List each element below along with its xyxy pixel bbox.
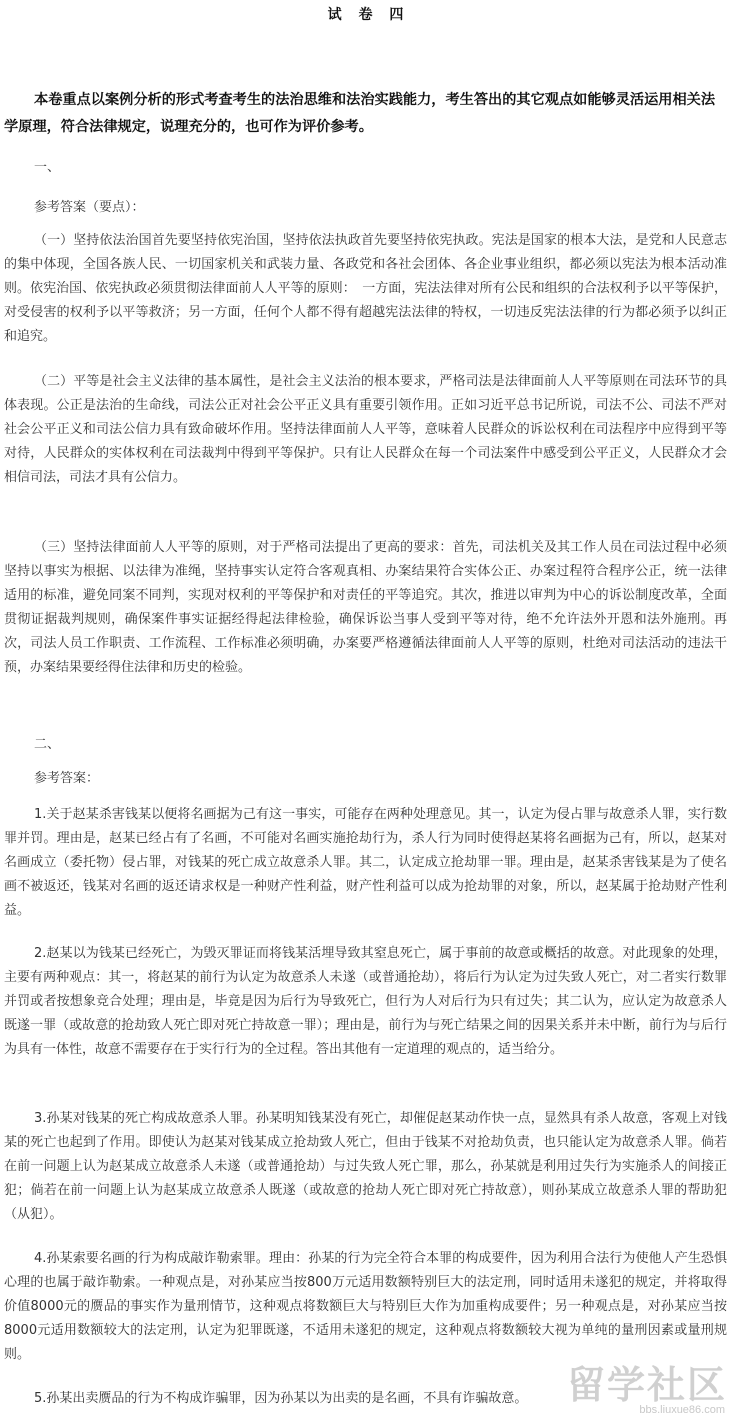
section-1-answer-label: 参考答案（要点）： — [34, 200, 145, 215]
intro-paragraph: 本卷重点以案例分析的形式考查考生的法治思维和法治实践能力，考生答出的其它观点如能够灵活运用相关法学原理，符合法律规定，说理充分的，也可作为评价参考。 — [4, 92, 716, 135]
section-2-answer-1: 1.关于赵某杀害钱某以便将名画据为己有这一事实，可能存在两种处理意见。其一，认定为侵占罪与故意杀人罪，实行数罪并罚。理由是，赵某已经占有了名画，不可能对名画实施抢劫行为，杀人行为同时使得赵某将名画据为己有，所以，赵某对名画成立（委托物）侵占罪，对钱某的死亡成立故意杀人罪。其二，认定成立抢劫罪一罪。理由是，赵某杀害钱某是为了使名画不被返还，钱某对名画的返还请求权是一种财产性利益，财产性利益可以成为抢劫罪的对象，所以，赵某属于抢劫财产性利益。 — [4, 807, 727, 918]
section-2-answer-5: 5.孙某出卖赝品的行为不构成诈骗罪，因为孙某以为出卖的是名画，不具有诈骗故意。 — [34, 1391, 528, 1406]
section-2-answer-3: 3.孙某对钱某的死亡构成故意杀人罪。孙某明知钱某没有死亡，却催促赵某动作快一点，显然具有杀人故意，客观上对钱某的死亡也起到了作用。即使认为赵某对钱某成立抢劫致人死亡，但由于钱某不对抢劫负责，也只能认定为故意杀人罪。倘若在前一问题上认为赵某成立故意杀人未遂（或普通抢劫）与过失致人死亡罪，那么，孙某就是利用过失行为实施杀人的间接正犯；倘若在前一问题上认为赵某成立故意杀人既遂（或故意的抢劫人死亡即对死亡持故意），则孙某成立故意杀人罪的帮助犯（从犯）。 — [4, 1111, 727, 1222]
section-2-heading: 二、 — [34, 737, 61, 752]
watermark-logo-text: 留学社区 — [566, 1363, 727, 1407]
section-1-paragraph-2: （二）平等是社会主义法律的基本属性，是社会主义法治的根本要求，严格司法是法律面前人人平等原则在司法环节的具体表现。公正是法治的生命线，司法公正对社会公平正义具有重要引领作用。正如习近平总书记所说，司法不公、司法不严对社会公平正义和司法公信力具有致命破坏作用。坚持法律面前人人平等，意味着人民群众的诉讼权利在司法程序中应得到平等对待，人民群众的实体权利在司法裁判中得到平等保护。只有让人民群众在每一个司法案件中感受到公平正义，人民群众才会相信司法，司法才具有公信力。 — [4, 374, 727, 485]
site-watermark — [563, 1352, 733, 1418]
section-1-paragraph-3: （三）坚持法律面前人人平等的原则，对于严格司法提出了更高的要求：首先，司法机关及其工作人员在司法过程中必须坚持以事实为根据、以法律为准绳，坚持事实认定符合客观真相、办案结果符合实体公正、办案过程符合程序公正，统一法律适用的标准，避免同案不同判，实现对权利的平等保护和对责任的平等追究。其次，推进以审判为中心的诉讼制度改革，全面贯彻证据裁判规则，确保案件事实证据经得起法律检验，确保诉讼当事人受到平等对待，绝不允许法外开恩和法外施刑。再次，司法人员工作职责、工作流程、工作标准必须明确，办案要严格遵循法律面前人人平等的原则，杜绝对司法活动的违法干预，办案结果要经得住法律和历史的检验。 — [4, 540, 727, 675]
section-2-answer-4: 4.孙某索要名画的行为构成敲诈勒索罪。理由：孙某的行为完全符合本罪的构成要件，因为利用合法行为使他人产生恐惧心理的也属于敲诈勒索。一种观点是，对孙某应当按800万元适用数额特别巨大的法定刑，同时适用未遂犯的规定，并将取得价值8000元的赝品的事实作为量刑情节，这种观点将数额巨大与特别巨大作为加重构成要件；另一种观点是，对孙某应当按8000元适用数额较大的法定刑，认定为犯罪既遂，不适用未遂犯的规定，这种观点将数额较大视为单纯的量刑因素或量刑规则。 — [4, 1251, 727, 1362]
section-2-answer-label: 参考答案： — [34, 771, 100, 786]
watermark-url: bbs.liuxue86.com — [639, 1404, 725, 1416]
exam-title: 试 卷 四 — [327, 7, 410, 23]
section-2-answer-2: 2.赵某以为钱某已经死亡，为毁灭罪证而将钱某活埋导致其窒息死亡，属于事前的故意或概括的故意。对此现象的处理，主要有两种观点：其一，将赵某的前行为认定为故意杀人未遂（或普通抢劫），将后行为认定为过失致人死亡，对二者实行数罪并罚或者按想象竞合处理；理由是，毕竟是因为后行为导致死亡，但行为人对后行为只有过失；其二认为，应认定为故意杀人既遂一罪（或故意的抢劫致人死亡即对死亡持故意一罪）；理由是，前行为与死亡结果之间的因果关系并未中断，前行为与后行为具有一体性，故意不需要存在于实行行为的全过程。答出其他有一定道理的观点的，适当给分。 — [4, 946, 727, 1057]
section-1-paragraph-1: （一）坚持依法治国首先要坚持依宪治国，坚持依法执政首先要坚持依宪执政。宪法是国家的根本大法，是党和人民意志的集中体现，全国各族人民、一切国家机关和武装力量、各政党和各社会团体、各企业事业组织，都必须以宪法为根本活动准则。依宪治国、依宪执政必须贯彻法律面前人人平等的原则： 一方面，宪法法律对所有公民和组织的合法权利予以平等保护，对受侵害的权利予以平等救济；另一方面，任何个人都不得有超越宪法法律的特权，一切违反宪法法律的行为都必须予以纠正和追究。 — [4, 233, 727, 344]
section-1-heading: 一、 — [34, 160, 61, 175]
